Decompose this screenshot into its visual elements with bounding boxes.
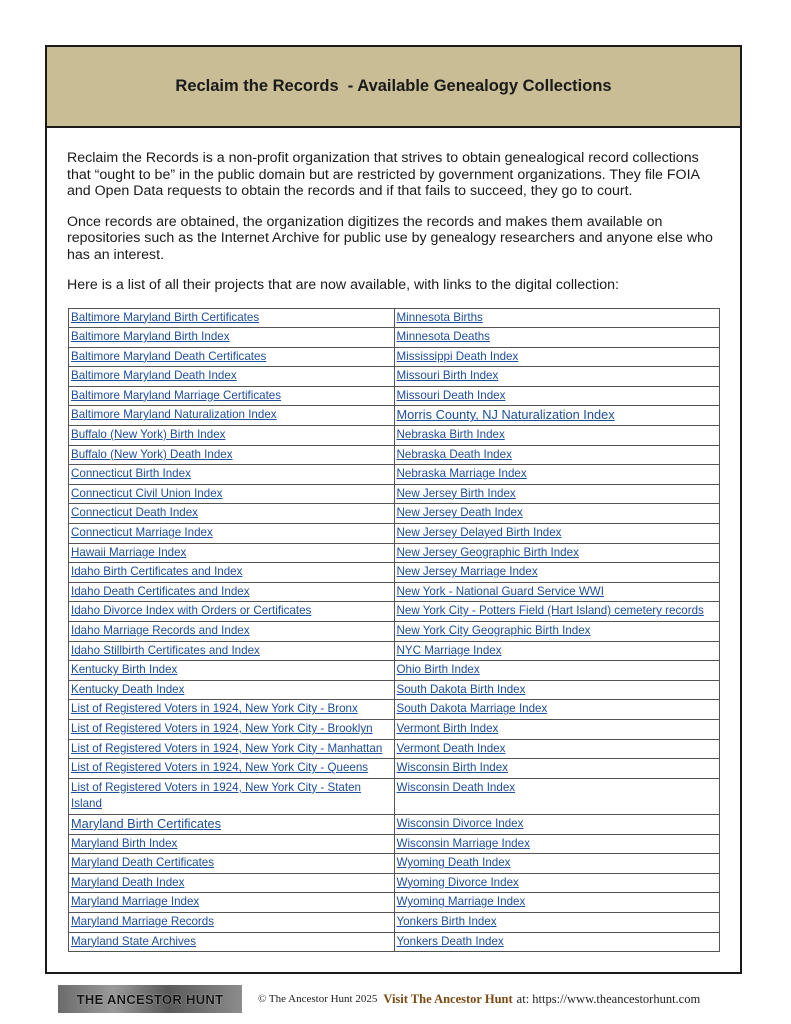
- collection-link[interactable]: New Jersey Delayed Birth Index: [396, 526, 562, 540]
- collection-link[interactable]: Connecticut Marriage Index: [71, 526, 213, 540]
- table-cell-right: [394, 932, 720, 952]
- table-row: [69, 700, 720, 720]
- intro-paragraph-3: Here is a list of all their projects that are now available, with links to the digital collection:: [67, 277, 620, 293]
- table-row: [69, 739, 720, 759]
- table-cell-left: [69, 739, 395, 759]
- collection-link[interactable]: Wyoming Death Index: [396, 856, 511, 870]
- collection-link[interactable]: Idaho Marriage Records and Index: [71, 624, 250, 637]
- collection-link[interactable]: Idaho Divorce Index with Orders or Certificates: [71, 604, 312, 618]
- collection-link[interactable]: New York - National Guard Service WWI: [396, 584, 604, 598]
- table-row: [69, 622, 720, 642]
- table-cell-right: [394, 641, 720, 661]
- visit-text: Visit The Ancestor Hunt: [383, 991, 513, 1006]
- collection-link[interactable]: Vermont Birth Index: [396, 721, 499, 735]
- collection-link[interactable]: Buffalo (New York) Death Index: [71, 447, 233, 461]
- table-cell-left: [69, 465, 395, 485]
- collection-link[interactable]: Maryland Death Certificates: [71, 856, 215, 870]
- table-row: [69, 347, 720, 367]
- collection-link[interactable]: Morris County, NJ Naturalization Index: [396, 407, 615, 423]
- table-row: [69, 873, 720, 893]
- collections-table: [68, 308, 720, 953]
- table-row: [69, 778, 720, 814]
- table-cell-left: [69, 563, 395, 583]
- table-cell-right: [394, 602, 720, 622]
- table-row: [69, 465, 720, 485]
- collection-link[interactable]: Idaho Stillbirth Certificates and Index: [71, 643, 260, 657]
- table-cell-right: [394, 854, 720, 874]
- table-row: [69, 661, 720, 681]
- collection-link[interactable]: Nebraska Marriage Index: [396, 467, 527, 481]
- table-cell-left: [69, 680, 395, 700]
- collection-link[interactable]: South Dakota Birth Index: [396, 682, 526, 696]
- table-cell-left: [69, 873, 395, 893]
- table-cell-left: [69, 406, 395, 426]
- table-cell-right: [394, 543, 720, 563]
- table-cell-left: [69, 700, 395, 720]
- page-title: Reclaim the Records - Available Genealogy Collections: [175, 77, 612, 95]
- table-row: [69, 445, 720, 465]
- collection-link[interactable]: Idaho Birth Certificates and Index: [71, 565, 243, 579]
- collection-link[interactable]: Yonkers Death Index: [396, 934, 504, 948]
- content-area: [47, 128, 740, 952]
- table-cell-left: [69, 445, 395, 465]
- collection-link[interactable]: Baltimore Maryland Birth Index: [71, 330, 230, 344]
- table-cell-right: [394, 386, 720, 406]
- collection-link[interactable]: List of Registered Voters in 1924, New York City - Brooklyn: [71, 721, 373, 735]
- table-row: [69, 386, 720, 406]
- collection-link[interactable]: Maryland State Archives: [71, 934, 197, 948]
- collection-link[interactable]: Wisconsin Birth Index: [396, 761, 508, 775]
- collection-link[interactable]: Maryland Death Index: [71, 875, 185, 889]
- table-cell-right: [394, 563, 720, 583]
- collection-link[interactable]: Wisconsin Death Index: [396, 780, 516, 794]
- collection-link[interactable]: Maryland Marriage Index: [71, 895, 200, 909]
- collection-link[interactable]: Wyoming Marriage Index: [396, 895, 526, 909]
- table-cell-left: [69, 932, 395, 952]
- collection-link[interactable]: New Jersey Marriage Index: [396, 565, 538, 579]
- table-cell-left: [69, 328, 395, 348]
- table-cell-left: [69, 524, 395, 544]
- collection-link[interactable]: Mississippi Death Index: [396, 349, 519, 363]
- table-row: [69, 932, 720, 952]
- table-cell-left: [69, 719, 395, 739]
- collection-link[interactable]: Wyoming Divorce Index: [396, 875, 519, 889]
- table-cell-right: [394, 582, 720, 602]
- table-cell-left: [69, 367, 395, 387]
- table-cell-left: [69, 893, 395, 913]
- table-cell-right: [394, 893, 720, 913]
- collection-link[interactable]: Vermont Death Index: [396, 741, 506, 755]
- collection-link[interactable]: New Jersey Death Index: [396, 506, 523, 520]
- table-cell-left: [69, 622, 395, 642]
- logo-text: THE ANCESTOR HUNT: [76, 991, 224, 1007]
- collection-link[interactable]: Missouri Birth Index: [396, 369, 499, 383]
- table-row: [69, 834, 720, 854]
- table-cell-left: [69, 347, 395, 367]
- table-cell-right: [394, 873, 720, 893]
- table-cell-right: [394, 700, 720, 720]
- table-cell-right: [394, 406, 720, 426]
- table-cell-left: [69, 854, 395, 874]
- collection-link[interactable]: Missouri Death Index: [396, 388, 506, 402]
- table-cell-right: [394, 484, 720, 504]
- table-cell-right: [394, 814, 720, 834]
- collections-table-body: [69, 308, 720, 952]
- collection-link[interactable]: Yonkers Birth Index: [396, 914, 497, 928]
- collection-link[interactable]: Baltimore Maryland Death Certificates: [71, 349, 267, 363]
- table-cell-left: [69, 543, 395, 563]
- collection-link[interactable]: Baltimore Maryland Death Index: [71, 369, 237, 383]
- collection-link[interactable]: New Jersey Birth Index: [396, 486, 516, 500]
- table-cell-left: [69, 308, 395, 328]
- collection-link[interactable]: Idaho Death Certificates and Index: [71, 584, 250, 598]
- collection-link[interactable]: Nebraska Birth Index: [396, 428, 505, 442]
- collection-link[interactable]: List of Registered Voters in 1924, New York City - Queens: [71, 761, 369, 775]
- table-cell-right: [394, 739, 720, 759]
- table-row: [69, 563, 720, 583]
- table-row: [69, 504, 720, 524]
- collection-link[interactable]: South Dakota Marriage Index: [396, 702, 548, 716]
- table-cell-left: [69, 484, 395, 504]
- collection-link[interactable]: New York City Geographic Birth Index: [396, 624, 591, 637]
- table-row: [69, 719, 720, 739]
- collection-link[interactable]: Kentucky Death Index: [71, 682, 185, 696]
- table-cell-right: [394, 834, 720, 854]
- collection-link[interactable]: Minnesota Deaths: [396, 330, 490, 344]
- table-row: [69, 582, 720, 602]
- table-row: [69, 367, 720, 387]
- table-cell-right: [394, 504, 720, 524]
- collection-link[interactable]: Buffalo (New York) Birth Index: [71, 428, 226, 442]
- table-cell-left: [69, 641, 395, 661]
- table-cell-left: [69, 426, 395, 446]
- table-row: [69, 759, 720, 779]
- table-cell-right: [394, 524, 720, 544]
- table-row: [69, 680, 720, 700]
- table-row: [69, 893, 720, 913]
- collection-link[interactable]: Nebraska Death Index: [396, 447, 512, 461]
- table-cell-right: [394, 759, 720, 779]
- collection-link[interactable]: Minnesota Births: [396, 310, 483, 324]
- collection-link[interactable]: Maryland Birth Index: [71, 836, 178, 850]
- table-cell-right: [394, 680, 720, 700]
- table-cell-right: [394, 426, 720, 446]
- table-cell-left: [69, 778, 395, 814]
- page-frame: [45, 45, 742, 974]
- table-row: [69, 484, 720, 504]
- table-row: [69, 912, 720, 932]
- intro-paragraph-1: Reclaim the Records is a non-profit organization that strives to obtain genealogical record collections that “ought to be” in the public domain but are restricted by government organizations. They file FOIA and Open Data requests to obtain the records and if that fails to succeed, they go to court.: [67, 150, 700, 199]
- ancestor-hunt-logo[interactable]: [58, 985, 242, 1013]
- table-cell-left: [69, 602, 395, 622]
- collection-link[interactable]: Ohio Birth Index: [396, 663, 480, 677]
- table-cell-left: [69, 504, 395, 524]
- table-cell-left: [69, 814, 395, 834]
- table-cell-right: [394, 622, 720, 642]
- table-row: [69, 641, 720, 661]
- title-banner: [47, 47, 740, 128]
- table-row: [69, 406, 720, 426]
- collection-link[interactable]: New York City - Potters Field (Hart Island) cemetery records: [396, 604, 704, 618]
- table-cell-right: [394, 661, 720, 681]
- table-cell-right: [394, 719, 720, 739]
- table-cell-right: [394, 465, 720, 485]
- collection-link[interactable]: Wisconsin Marriage Index: [396, 836, 530, 850]
- table-cell-right: [394, 347, 720, 367]
- copyright-text: © The Ancestor Hunt 2025: [258, 993, 378, 1005]
- collection-link[interactable]: Connecticut Birth Index: [71, 467, 191, 481]
- collection-link[interactable]: NYC Marriage Index: [396, 643, 502, 657]
- table-cell-left: [69, 582, 395, 602]
- table-cell-right: [394, 445, 720, 465]
- table-row: [69, 814, 720, 834]
- table-row: [69, 328, 720, 348]
- collection-link[interactable]: Wisconsin Divorce Index: [396, 816, 524, 830]
- collection-link[interactable]: List of Registered Voters in 1924, New York City - Manhattan: [71, 741, 383, 755]
- table-cell-right: [394, 308, 720, 328]
- table-row: [69, 524, 720, 544]
- collection-link[interactable]: Maryland Birth Certificates: [71, 815, 222, 831]
- website-url[interactable]: at: https://www.theancestorhunt.com: [516, 991, 701, 1006]
- table-cell-right: [394, 912, 720, 932]
- table-row: [69, 308, 720, 328]
- table-row: [69, 854, 720, 874]
- table-row: [69, 602, 720, 622]
- collection-link[interactable]: Hawaii Marriage Index: [71, 545, 187, 559]
- table-cell-left: [69, 912, 395, 932]
- footer: [58, 984, 748, 1014]
- collection-link[interactable]: Kentucky Birth Index: [71, 663, 178, 677]
- table-cell-left: [69, 661, 395, 681]
- table-cell-left: [69, 386, 395, 406]
- collection-link[interactable]: New Jersey Geographic Birth Index: [396, 545, 579, 559]
- table-cell-left: [69, 759, 395, 779]
- collection-link[interactable]: Baltimore Maryland Birth Certificates: [71, 310, 260, 324]
- collection-link[interactable]: Connecticut Civil Union Index: [71, 486, 223, 500]
- collection-link[interactable]: Maryland Marriage Records: [71, 914, 215, 928]
- collection-link[interactable]: List of Registered Voters in 1924, New York City - Bronx: [71, 702, 358, 716]
- collection-link[interactable]: Baltimore Maryland Naturalization Index: [71, 408, 277, 422]
- table-cell-right: [394, 367, 720, 387]
- collection-link[interactable]: List of Registered Voters in 1924, New York City - Staten Island: [71, 780, 361, 811]
- collection-link[interactable]: Connecticut Death Index: [71, 506, 198, 520]
- collection-link[interactable]: Baltimore Maryland Marriage Certificates: [71, 388, 282, 402]
- table-row: [69, 543, 720, 563]
- table-cell-right: [394, 778, 720, 814]
- intro-paragraph-2: Once records are obtained, the organization digitizes the records and makes them available on repositories such as the Internet Archive for public use by genealogy researchers and anyone else who has an interest.: [67, 213, 713, 263]
- table-cell-left: [69, 834, 395, 854]
- table-cell-right: [394, 328, 720, 348]
- table-row: [69, 426, 720, 446]
